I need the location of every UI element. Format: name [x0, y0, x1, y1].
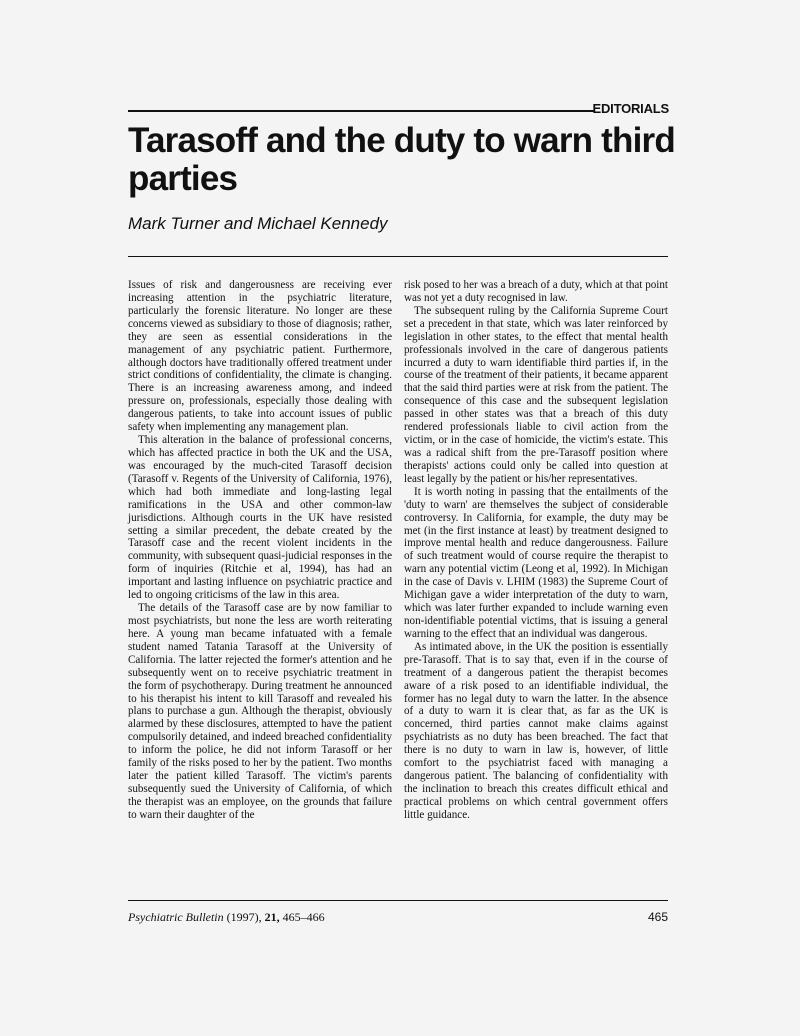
- journal-name: Psychiatric Bulletin: [128, 910, 224, 924]
- paragraph: The subsequent ruling by the California Supreme Court set a precedent in that state, which was later reinforced by legislation in other states, to the effect that mental health professionals involved in the care of dangerous patients incurred a duty to warn identifiable third parties if, in the course of the treatment of their patients, it became apparent that the said third parties were at risk from the patient. The consequence of this case and the subsequent legislation passed in other states was that a breach of this duty rendered professionals liable to civil action from the victim, or in the case of homicide, the victim's estate. This was a radical shift from the pre-Tarasoff position where therapists' actions could only be called into question at least legally by the patient or his/her representatives.: [404, 304, 668, 485]
- paragraph: It is worth noting in passing that the entailments of the 'duty to warn' are themselves the subject of considerable controversy. In California, for example, the duty may be met (in the first instance at least) by treatment designed to improve mental health and reduce dangerousness. Failure of such treatment would of course require the therapist to warn any potential victim (Leong et al, 1992). In Michigan in the case of Davis v. LHIM (1983) the Supreme Court of Michigan gave a wider interpretation of the duty to warn, which was later further expanded to include warning even non-identifiable potential victims, that is issuing a general warning to the effect that an individual was dangerous.: [404, 485, 668, 640]
- header-rule: [128, 110, 594, 112]
- article-authors: Mark Turner and Michael Kennedy: [128, 214, 388, 233]
- citation-year: (1997),: [226, 910, 262, 924]
- right-column: [404, 279, 668, 822]
- article-title: Tarasoff and the duty to warn third parties: [128, 121, 675, 198]
- page-number: 465: [647, 910, 668, 924]
- paragraph: Issues of risk and dangerousness are receiving ever increasing attention in the psychiatric literature, particularly the forensic literature. No longer are these concerns viewed as subsidiary to those of diagnosis; rather, they are seen as essential considerations in the management of any psychiatric patient. Furthermore, although doctors have traditionally offered treatment under strict conditions of confidentiality, the climate is changing. There is an increasing awareness among, and indeed pressure on, professionals, especially those dealing with dangerous patients, to take into account issues of public safety when implementing any management plan.: [128, 279, 392, 434]
- paragraph: The details of the Tarasoff case are by now familiar to most psychiatrists, but none the less are worth reiterating here. A young man became infatuated with a female student named Tatania Tarasoff at the University of California. The latter rejected the former's attention and he subsequently went on to receive psychiatric treatment in the form of psychotherapy. During treatment he announced to his therapist his intent to kill Tarasoff and revealed his plans to purchase a gun. Although the therapist, obviously alarmed by these disclosures, attempted to have the patient compulsorily detained, and indeed breached confidentiality to inform the police, he did not inform Tarasoff or her family of the risks posed to her by the patient. Two months later the patient killed Tarasoff. The victim's parents subsequently sued the University of California, of which the therapist was an employee, on the grounds that failure to warn their daughter of the: [128, 602, 392, 821]
- footer-rule: [128, 900, 668, 901]
- citation-pages: 465–466: [282, 910, 325, 924]
- paragraph: risk posed to her was a breach of a duty, which at that point was not yet a duty recognised in law.: [404, 279, 668, 304]
- citation-volume: 21,: [264, 910, 280, 924]
- paragraph: As intimated above, in the UK the position is essentially pre-Tarasoff. That is to say that, even if in the course of treatment of a dangerous patient the therapist becomes aware of a risk posed to an identifiable individual, the former has no legal duty to warn the latter. In the absence of a duty to warn it is clear that, as far as the UK is concerned, third parties cannot make claims against psychiatrists as no duty has been breached. The fact that there is no duty to warn in law is, however, of little comfort to the psychiatrist faced with managing a dangerous patient. The balancing of confidentiality with the inclination to breach this creates difficult ethical and practical problems on which central government offers little guidance.: [404, 640, 668, 821]
- left-column: [128, 279, 392, 822]
- footer-citation: [128, 910, 325, 925]
- section-label: EDITORIALS: [592, 101, 669, 116]
- title-rule: [128, 256, 668, 257]
- paragraph: This alteration in the balance of professional concerns, which has affected practice in both the UK and the USA, was encouraged by the much-cited Tarasoff decision (Tarasoff v. Regents of the University of California, 1976), which had both immediate and long-lasting legal ramifications in the USA and other common-law jurisdictions. Although courts in the UK have resisted setting a similar precedent, the debate created by the Tarasoff case and the recent violent incidents in the community, with subsequent quasi-judicial responses in the form of inquiries (Ritchie et al, 1994), has had an important and lasting influence on psychiatric practice and led to ongoing criticisms of the law in this area.: [128, 434, 392, 602]
